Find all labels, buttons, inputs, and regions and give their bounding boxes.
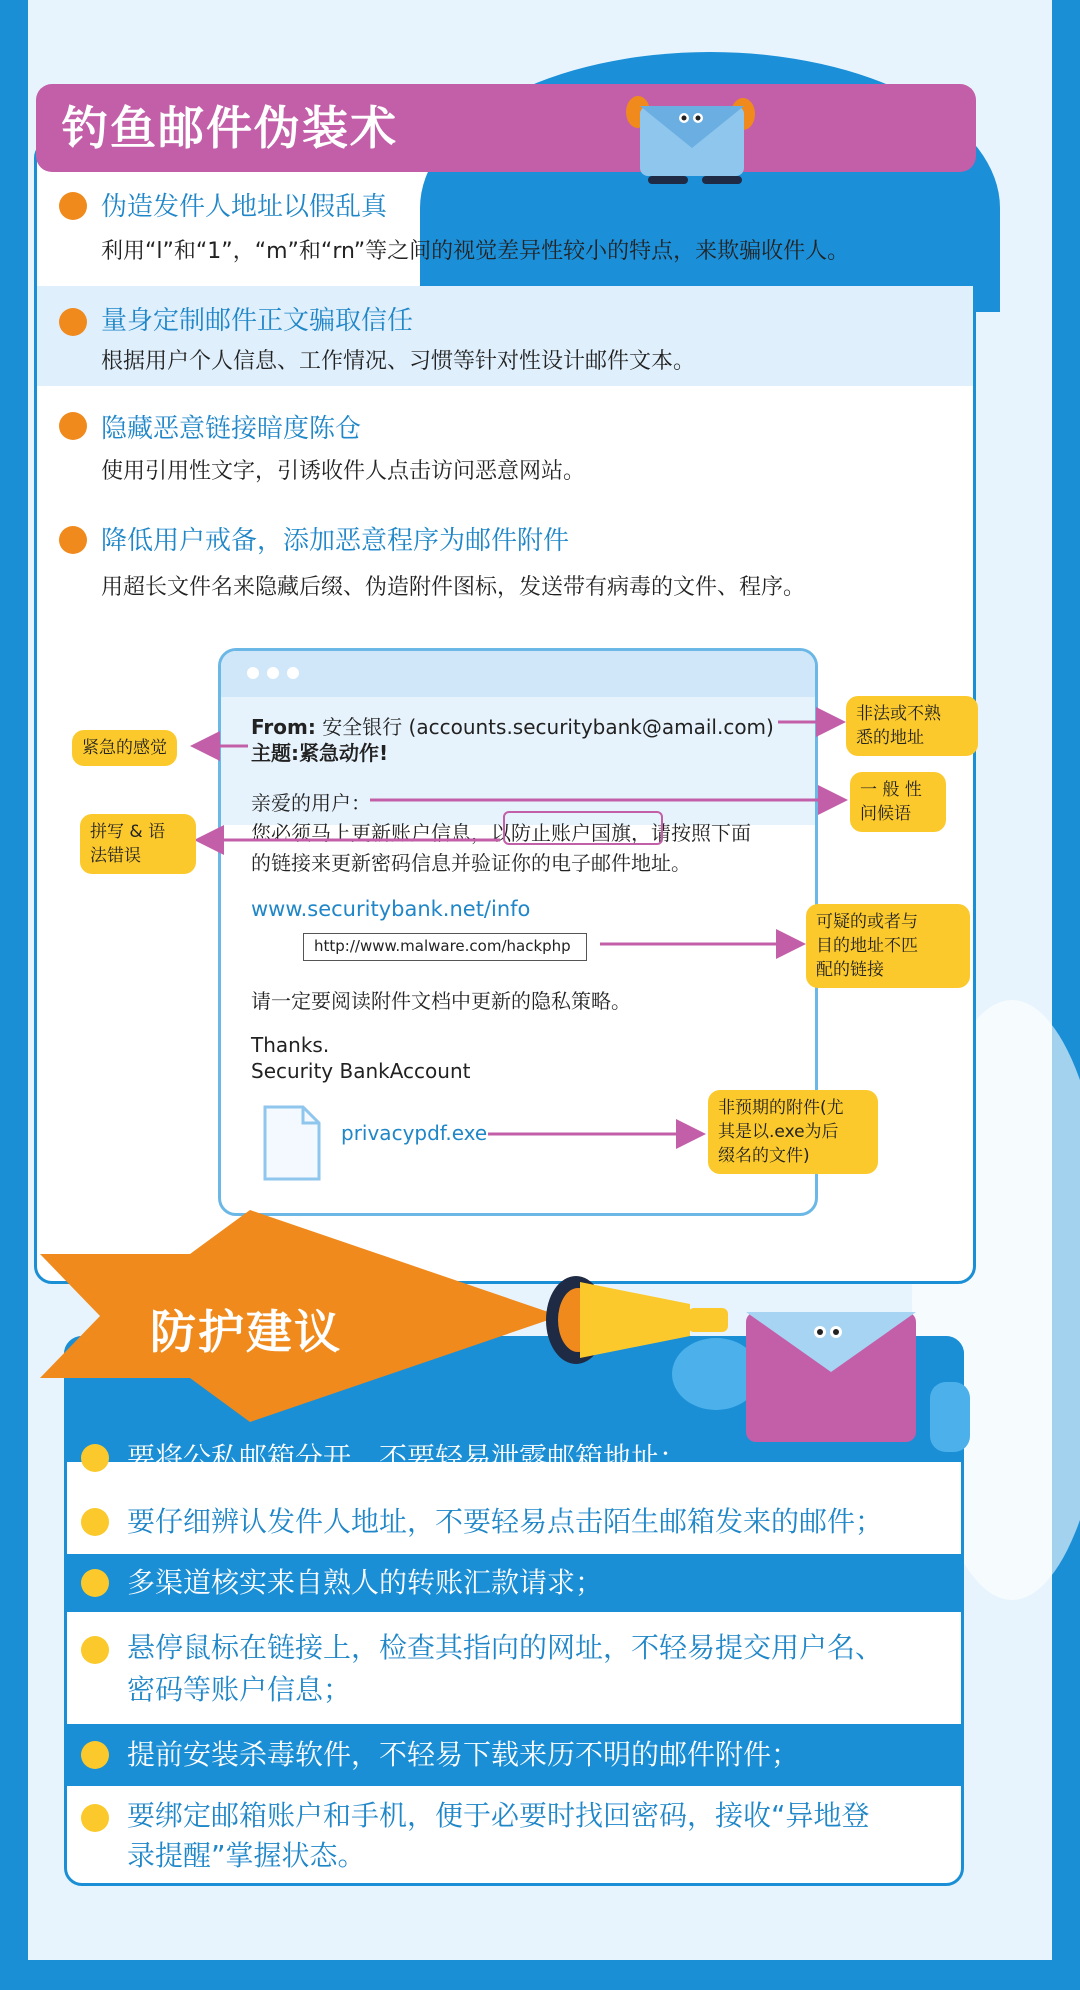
bullet-icon xyxy=(81,1444,109,1472)
label-line: 一 般 性 xyxy=(860,780,922,800)
tip-heading: 降低用户戒备，添加恶意程序为邮件附件 xyxy=(101,526,570,556)
tip-body: 用超长文件名来隐藏后缀、伪造附件图标，发送带有病毒的文件、程序。 xyxy=(101,575,806,600)
label-line: 问候语 xyxy=(860,804,911,824)
advice-text: 录提醒”掌握状态。 xyxy=(127,1839,366,1872)
bullet-icon xyxy=(81,1741,109,1769)
advice-item xyxy=(67,1426,961,1490)
email-subject: 主题:紧急动作! xyxy=(251,741,389,765)
body-text: ，请按照下面 xyxy=(631,821,751,845)
label-line: 非预期的附件(尤 xyxy=(718,1098,844,1118)
illegal-address-label xyxy=(846,696,978,756)
label-line: 非法或不熟 xyxy=(856,704,941,724)
section1-title: 钓鱼邮件伪装术 xyxy=(62,101,398,155)
tip-body: 使用引用性文字，引诱收件人点击访问恶意网站。 xyxy=(101,459,586,484)
email-notice: 请一定要阅读附件文档中更新的隐私策略。 xyxy=(251,989,631,1013)
tip-heading: 伪造发件人地址以假乱真 xyxy=(101,192,388,222)
bullet-icon xyxy=(81,1636,109,1664)
advice-item xyxy=(67,1724,961,1786)
advice-text: 要仔细辨认发件人地址，不要轻易点击陌生邮箱发来的邮件； xyxy=(127,1505,884,1538)
suspicious-link-label xyxy=(806,904,970,988)
label-line: 其是以.exe为后 xyxy=(718,1122,839,1142)
advice-text: 多渠道核实来自熟人的转账汇款请求； xyxy=(127,1566,604,1599)
from-value: 安全银行 (accounts.securitybank@amail.com) xyxy=(322,715,774,739)
email-link[interactable]: www.securitybank.net/info xyxy=(251,897,531,921)
advice-text: 悬停鼠标在链接上，检查其指向的网址，不轻易提交用户名、 xyxy=(127,1631,884,1664)
label-line: 悉的地址 xyxy=(856,728,924,748)
email-signoff-thanks: Thanks. xyxy=(251,1033,330,1057)
unexpected-attachment-label xyxy=(708,1090,878,1174)
advice-item xyxy=(67,1786,961,1882)
section2-title: 防护建议 xyxy=(150,1305,342,1359)
advice-item xyxy=(67,1612,961,1724)
email-attachment[interactable]: privacypdf.exe xyxy=(341,1121,488,1145)
advice-item xyxy=(67,1490,961,1554)
email-greeting: 亲爱的用户： xyxy=(251,791,371,815)
advice-item xyxy=(67,1554,961,1612)
tip-heading: 隐藏恶意链接暗度陈仓 xyxy=(101,414,362,444)
label-line: 拼写 & 语 xyxy=(90,822,166,842)
email-signoff-name: Security BankAccount xyxy=(251,1059,471,1083)
body-text: 您必须马上更新账户信息， xyxy=(251,821,491,845)
advice-text: 提前安装杀毒软件，不轻易下载来历不明的邮件附件； xyxy=(127,1738,800,1771)
label-line: 可疑的或者与 xyxy=(816,912,918,932)
tip-heading: 量身定制邮件正文骗取信任 xyxy=(101,306,414,336)
advice-text: 密码等账户信息； xyxy=(127,1673,352,1706)
bullet-icon xyxy=(81,1569,109,1597)
label-line: 配的链接 xyxy=(816,960,884,980)
tip-body: 利用“l”和“1”，“m”和“rn”等之间的视觉差异性较小的特点，来欺骗收件人。 xyxy=(101,239,850,264)
advice-text: 要将公私邮箱分开，不要轻易泄露邮箱地址； xyxy=(127,1441,688,1474)
misspelled-text: 以防止账户国旗 xyxy=(491,821,631,845)
email-body-line2: 的链接来更新密码信息并验证你的电子邮件地址。 xyxy=(251,851,691,875)
urgency-label: 紧急的感觉 xyxy=(72,730,177,766)
from-label: From: xyxy=(251,715,316,739)
label-line: 目的地址不匹 xyxy=(816,936,918,956)
advice-text: 要绑定邮箱账户和手机，便于必要时找回密码，接收“异地登 xyxy=(127,1799,870,1832)
hover-url-tooltip: http://www.malware.com/hackphp xyxy=(303,933,587,961)
bullet-icon xyxy=(81,1804,109,1832)
spelling-grammar-label xyxy=(80,814,196,874)
tip-body: 根据用户个人信息、工作情况、习惯等针对性设计邮件文本。 xyxy=(101,349,696,374)
label-line: 法错误 xyxy=(90,846,141,866)
general-greeting-label xyxy=(850,772,946,832)
bullet-icon xyxy=(81,1508,109,1536)
label-line: 缀名的文件) xyxy=(718,1146,810,1166)
